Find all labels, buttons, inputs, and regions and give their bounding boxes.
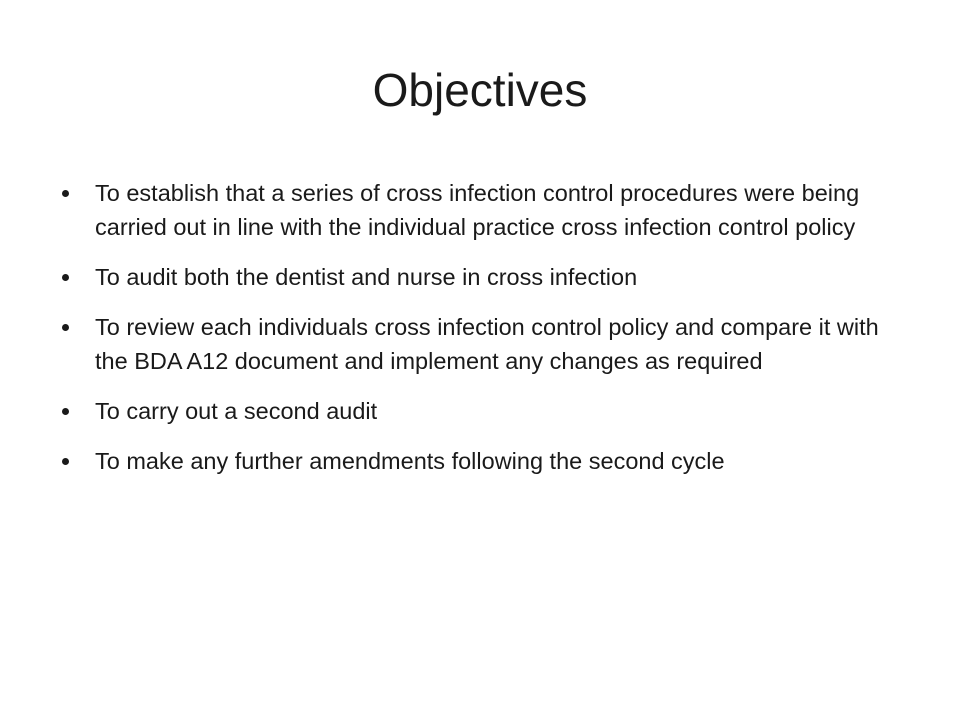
slide-title: Objectives <box>372 64 588 116</box>
bullet-icon <box>62 458 69 465</box>
bullet-text: To review each individuals cross infection control policy and compare it with the BDA A12 document and implement any changes as required <box>95 314 879 374</box>
bullet-icon <box>62 190 69 197</box>
list-item <box>60 444 910 478</box>
bullet-icon <box>62 324 69 331</box>
bullet-text: To carry out a second audit <box>95 398 378 424</box>
bullet-list <box>60 176 910 478</box>
bullet-text: To make any further amendments following the second cycle <box>95 448 725 474</box>
list-item <box>60 394 910 428</box>
list-item <box>60 260 910 294</box>
bullet-text: To establish that a series of cross infection control procedures were being carried out in line with the individual practice cross infection control policy <box>95 180 860 240</box>
bullet-text: To audit both the dentist and nurse in cross infection <box>95 264 638 290</box>
bullet-icon <box>62 408 69 415</box>
list-item <box>60 310 910 378</box>
bullet-icon <box>62 274 69 281</box>
list-item <box>60 176 910 244</box>
